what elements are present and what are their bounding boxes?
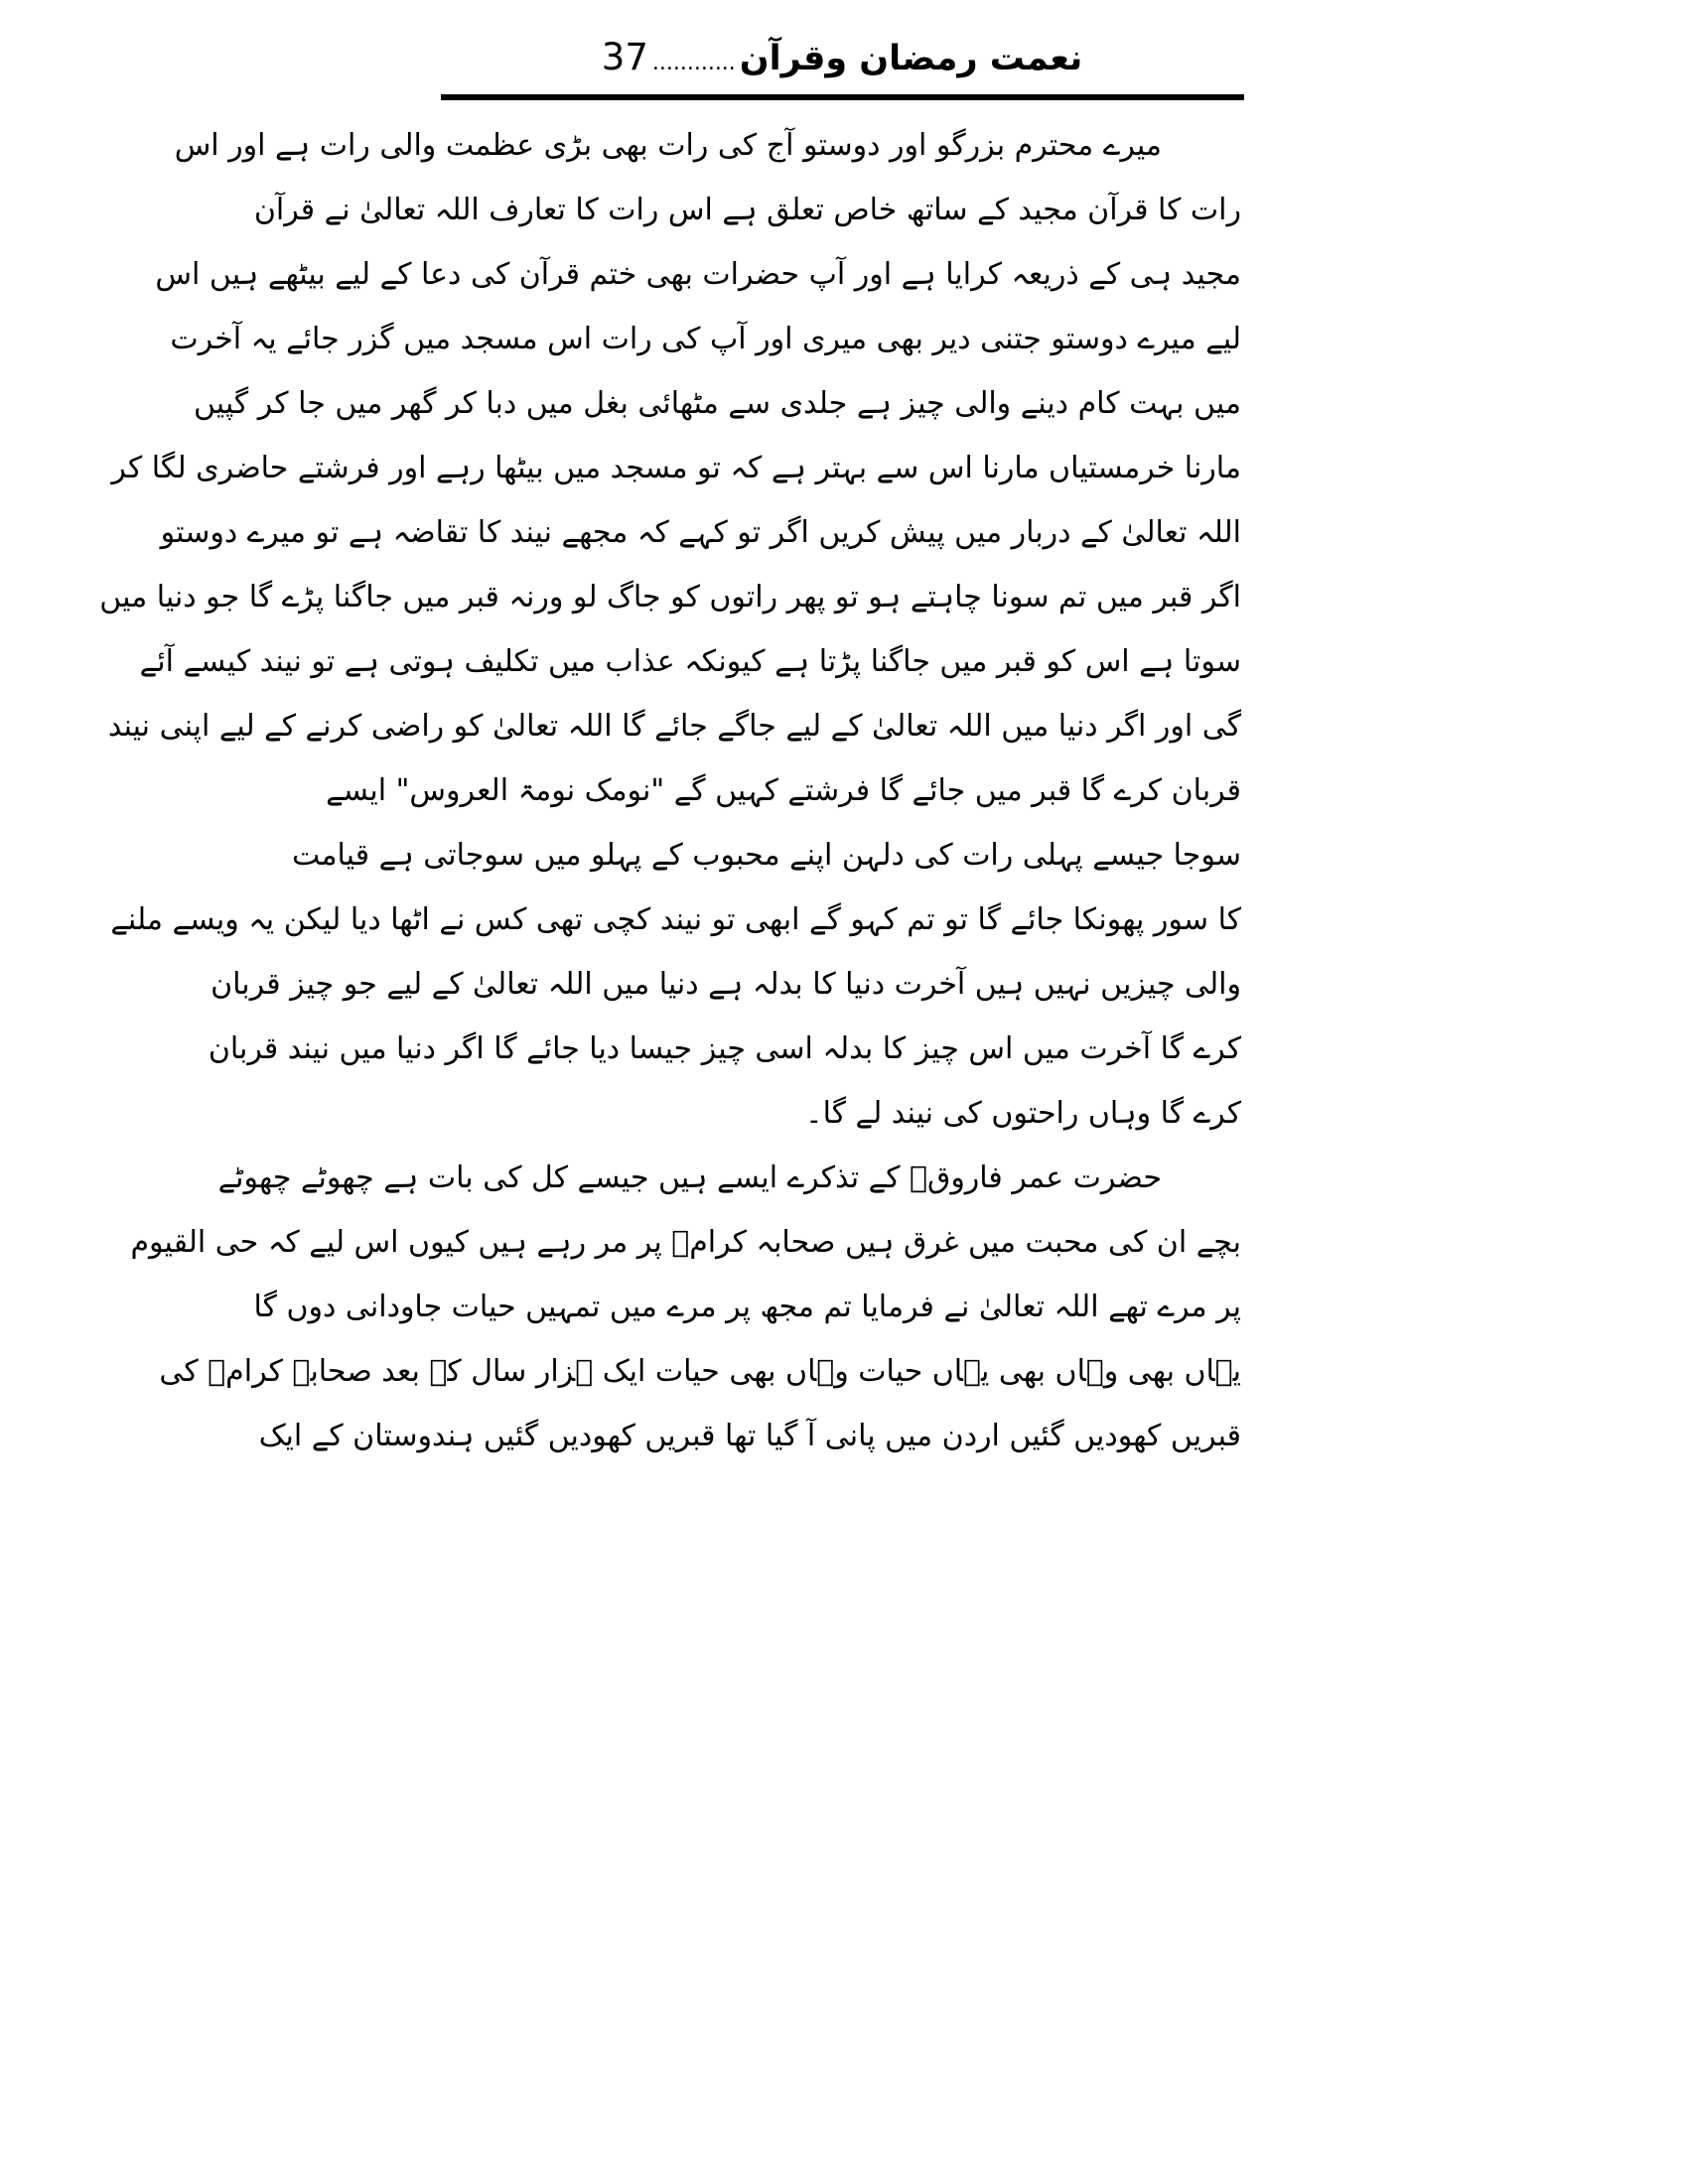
text-line: اگر قبر میں تم سونا چاہتے ہو تو پھر راتوں کو جاگ لو ورنہ قبر میں جاگنا پڑے گا جو دنیا میں (99, 580, 1241, 614)
text-line: کا سور پھونکا جائے گا تو تم کہو گے ابھی تو نیند کچی تھی کس نے اٹھا دیا لیکن یہ ویسے ملنے (110, 902, 1241, 937)
text-line: والی چیزیں نہیں ہیں آخرت دنیا کا بدلہ ہے دنیا میں اللہ تعالیٰ کے لیے جو چیز قربان (211, 967, 1241, 1002)
text-line: اللہ تعالیٰ کے دربار میں پیش کریں اگر تو کہے کہ مجھے نیند کا تقاضہ ہے تو میرے دوستو (160, 515, 1241, 550)
page-number: 37 (601, 36, 648, 78)
text-line: یہاں بھی وہاں بھی یہاں حیات وہاں بھی حیات ایک ہزار سال کے بعد صحابہ کرامؓ کی (159, 1354, 1241, 1389)
text-line: لیے میرے دوستو جتنی دیر بھی میری اور آپ کی رات اس مسجد میں گزر جائے یہ آخرت (170, 322, 1241, 356)
text-line: سوجا جیسے پہلی رات کی دلہن اپنے محبوب کے پہلو میں سوجاتی ہے قیامت (292, 838, 1241, 873)
text-line: حضرت عمر فاروقؓ کے تذکرے ایسے ہیں جیسے کل کی بات ہے چھوٹے چھوٹے (217, 1160, 1162, 1195)
text-line: پر مرے تھے اللہ تعالیٰ نے فرمایا تم مجھ پر مرے میں تمہیں حیات جاودانی دوں گا (253, 1290, 1241, 1324)
text-line: مجید ہی کے ذریعہ کرایا ہے اور آپ حضرات بھی ختم قرآن کی دعا کے لیے بیٹھے ہیں اس (155, 257, 1241, 292)
body-text (99, 113, 1241, 1468)
text-line: گی اور اگر دنیا میں اللہ تعالیٰ کے لیے جاگے جائے گا اللہ تعالیٰ کو راضی کرنے کے لیے اپنی نیند (107, 709, 1241, 744)
text-line: سوتا ہے اس کو قبر میں جاگنا پڑتا ہے کیونکہ عذاب میں تکلیف ہوتی ہے تو نیند کیسے آئے (139, 644, 1241, 679)
chapter-title: نعمت رمضان وقرآن (739, 39, 1083, 78)
text-line: میرے محترم بزرگو اور دوستو آج کی رات بھی بڑی عظمت والی رات ہے اور اس (174, 128, 1162, 163)
text-line: کرے گا وہاں راحتوں کی نیند لے گا۔ (805, 1096, 1241, 1131)
header-rule (441, 94, 1244, 100)
text-line: کرے گا آخرت میں اس چیز کا بدلہ اسی چیز جیسا دیا جائے گا اگر دنیا میں نیند قربان (208, 1031, 1241, 1066)
dot-leader: ............ (651, 51, 736, 75)
text-line: رات کا قرآن مجید کے ساتھ خاص تعلق ہے اس رات کا تعارف اللہ تعالیٰ نے قرآن (253, 193, 1241, 227)
text-line: قربان کرے گا قبر میں جائے گا فرشتے کہیں گے "نومک نومۃ العروس" ایسے (326, 773, 1241, 808)
text-line: بچے ان کی محبت میں غرق ہیں صحابہ کرامؓ پر مر رہے ہیں کیوں اس لیے کہ حی القیوم (130, 1225, 1241, 1260)
page-header (441, 26, 1243, 89)
text-line: قبریں کھودیں گئیں اردن میں پانی آ گیا تھا قبریں کھودیں گئیں ہندوستان کے ایک (258, 1419, 1241, 1453)
text-line: میں بہت کام دینے والی چیز ہے جلدی سے مٹھائی بغل میں دبا کر گھر میں جا کر گپیں (193, 386, 1241, 421)
text-line: مارنا خرمستیاں مارنا اس سے بہتر ہے کہ تو مسجد میں بیٹھا رہے اور فرشتے حاضری لگا کر (111, 451, 1241, 485)
